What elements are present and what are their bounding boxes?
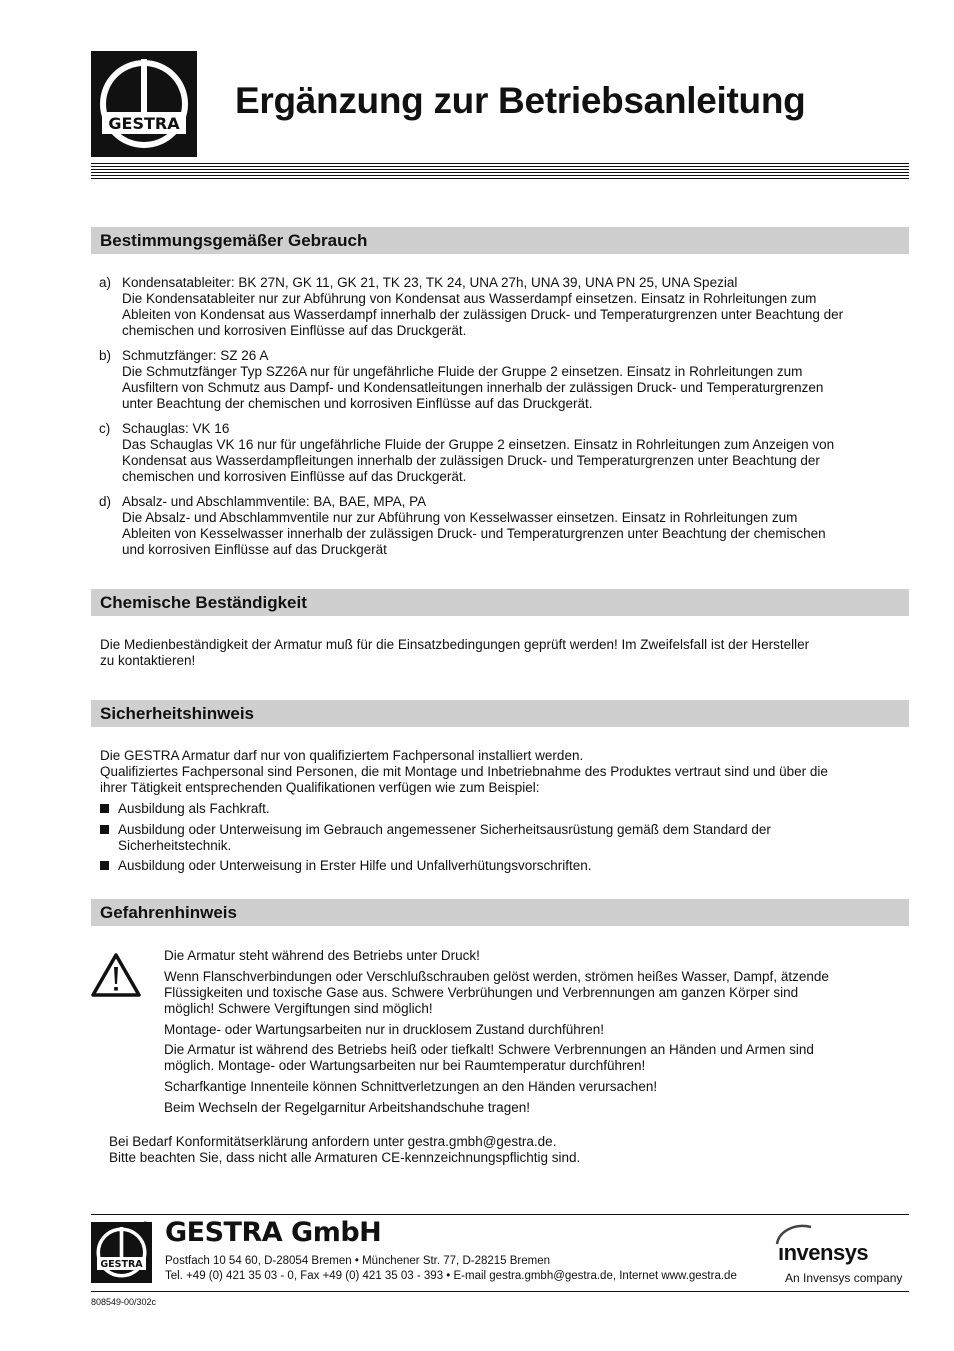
svg-text:GESTRA: GESTRA [100,1259,143,1270]
square-bullet-icon [100,825,109,834]
safety-line: Qualifiziertes Fachpersonal sind Personen, die mit Montage und Inbetriebnahme des Produktes vertraut sind und über die [100,764,828,779]
chem-line: Die Medienbeständigkeit der Armatur muß für die Einsatzbedingungen geprüft werden! Im Zweifelsfall ist der Hersteller [100,637,810,652]
item-letter: c) [99,421,111,436]
section-heading-text: Gefahrenhinweis [100,903,237,922]
section-heading-text: Chemische Beständigkeit [100,593,307,612]
item-a-line: Die Kondensatableiter nur zur Abführung von Kondensat aus Wasserdampf einsetzen. Einsatz in Rohrleitungen zum [122,291,817,306]
item-b-line: unter Beachtung der chemischen und korrosiven Einflüsse auf das Druckgerät. [122,396,593,411]
chem-line: zu kontaktieren! [100,653,196,668]
gestra-logo-small [91,1222,152,1283]
danger-text: Wenn Flanschverbindungen oder Verschlußschrauben gelöst werden, strömen heißes Wasser, Dampf, ätzende [164,969,829,984]
invensys-tagline: An Invensys company [785,1271,903,1285]
item-c-line: chemischen und korrosiven Einflüsse auf das Druckgerät. [122,469,467,484]
gestra-logo [91,51,197,157]
contact-line: Tel. +49 (0) 421 35 03 - 0, Fax +49 (0) 421 35 03 - 393 • E-mail gestra.gmbh@gestra.de, Internet www.gestra.de [165,1270,737,1282]
safety-line: ihrer Tätigkeit entsprechenden Qualifikationen verfügen wie zum Beispiel: [100,780,540,795]
danger-text: möglich! Schwere Vergiftungen sind möglich! [164,1001,433,1016]
section-heading-text: Sicherheitshinweis [100,704,254,723]
danger-text: möglich. Montage- oder Wartungsarbeiten nur bei Raumtemperatur durchführen! [164,1058,646,1073]
item-letter: d) [99,494,112,509]
closing-line: Bitte beachten Sie, dass nicht alle Armaturen CE-kennzeichnungspflichtig sind. [109,1150,581,1165]
address-line: Postfach 10 54 60, D-28054 Bremen • Münchener Str. 77, D-28215 Bremen [165,1255,551,1267]
item-c-line: Schauglas: VK 16 [122,421,230,436]
item-d-line: Die Absalz- und Abschlammventile nur zur Abführung von Kesselwasser einsetzen. Einsatz in Rohrleitungen zum [122,510,798,525]
footer-rule-bottom [91,1291,909,1292]
safety-bullet-text: Ausbildung als Fachkraft. [118,801,270,816]
danger-text: Beim Wechseln der Regelgarnitur Arbeitshandschuhe tragen! [164,1100,530,1115]
document-number: 808549-00/302c [91,1297,157,1307]
item-letter: b) [99,348,112,363]
danger-text: Scharfkantige Innenteile können Schnittverletzungen an den Händen verursachen! [164,1079,658,1094]
item-b-line: Schmutzfänger: SZ 26 A [122,348,269,363]
svg-text:GESTRA: GESTRA [108,114,180,133]
closing-line: Bei Bedarf Konformitätserklärung anfordern unter gestra.gmbh@gestra.de. [109,1134,557,1149]
item-d-line: Absalz- und Abschlammventile: BA, BAE, MPA, PA [122,494,427,509]
section-heading-safety [91,700,909,727]
warning-triangle-icon [90,952,142,998]
item-b-line: Die Schmutzfänger Typ SZ26A nur für ungefährliche Fluide der Gruppe 2 einsetzen. Einsatz in Rohrleitungen zum [122,364,803,379]
safety-line: Die GESTRA Armatur darf nur von qualifiziertem Fachpersonal installiert werden. [100,748,584,763]
safety-bullet-text: Ausbildung oder Unterweisung im Gebrauch angemessener Sicherheitsausrüstung gemäß dem Standard der [118,822,771,837]
item-d-line: Ableiten von Kesselwasser innerhalb der zulässigen Druck- und Temperaturgrenzen unter Beachtung der chemischen [122,526,826,541]
item-letter: a) [99,275,112,290]
square-bullet-icon [100,861,109,870]
item-b-line: Ausfiltern von Schmutz aus Dampf- und Kondensatleitungen innerhalb der zulässigen Druck- und Temperaturgrenzen [122,380,824,395]
header-rule [91,163,909,183]
safety-bullet-text: Ausbildung oder Unterweisung in Erster Hilfe und Unfallverhütungsvorschriften. [118,858,592,873]
section-heading-chem [91,589,909,616]
section-heading-danger [91,899,909,926]
square-bullet-icon [100,804,109,813]
danger-text: Die Armatur ist während des Betriebs heiß oder tiefkalt! Schwere Verbrennungen an Händen und Armen sind [164,1042,814,1057]
danger-text: Flüssigkeiten und toxische Gase aus. Schwere Verbrühungen und Verbrennungen am ganzen Körper sind [164,985,799,1000]
document-title: Ergänzung zur Betriebsanleitung [235,80,806,121]
gestra-logo-graphic [91,51,197,157]
item-d-line: und korrosiven Einflüsse auf das Druckgerät [122,542,387,557]
item-a-line: Kondensatableiter: BK 27N, GK 11, GK 21, TK 23, TK 24, UNA 27h, UNA 39, UNA PN 25, UNA Spezial [122,275,738,290]
safety-bullet-text: Sicherheitstechnik. [118,838,232,853]
danger-text: Montage- oder Wartungsarbeiten nur in drucklosem Zustand durchführen! [164,1022,604,1037]
section-heading-use [91,227,909,254]
danger-text: Die Armatur steht während des Betriebs unter Druck! [164,948,480,963]
section-heading-text: Bestimmungsgemäßer Gebrauch [100,231,368,250]
item-c-line: Das Schauglas VK 16 nur für ungefährliche Fluide der Gruppe 2 einsetzen. Einsatz in Rohrleitungen zum Anzeigen von [122,437,835,452]
item-a-line: Ableiten von Kondensat aus Wasserdampf innerhalb der zulässigen Druck- und Temperaturgrenzen unter Beachtung der [122,307,844,322]
footer-rule-top [91,1214,909,1215]
registered-mark: ® [142,1220,149,1230]
item-c-line: Kondensat aus Wasserdampfleitungen innerhalb der zulässigen Druck- und Temperaturgrenzen unter Beachtung der [122,453,820,468]
invensys-logo: ınvensys [778,1240,869,1265]
company-name: GESTRA GmbH [165,1217,382,1248]
item-a-line: chemischen und korrosiven Einflüsse auf das Druckgerät. [122,323,467,338]
